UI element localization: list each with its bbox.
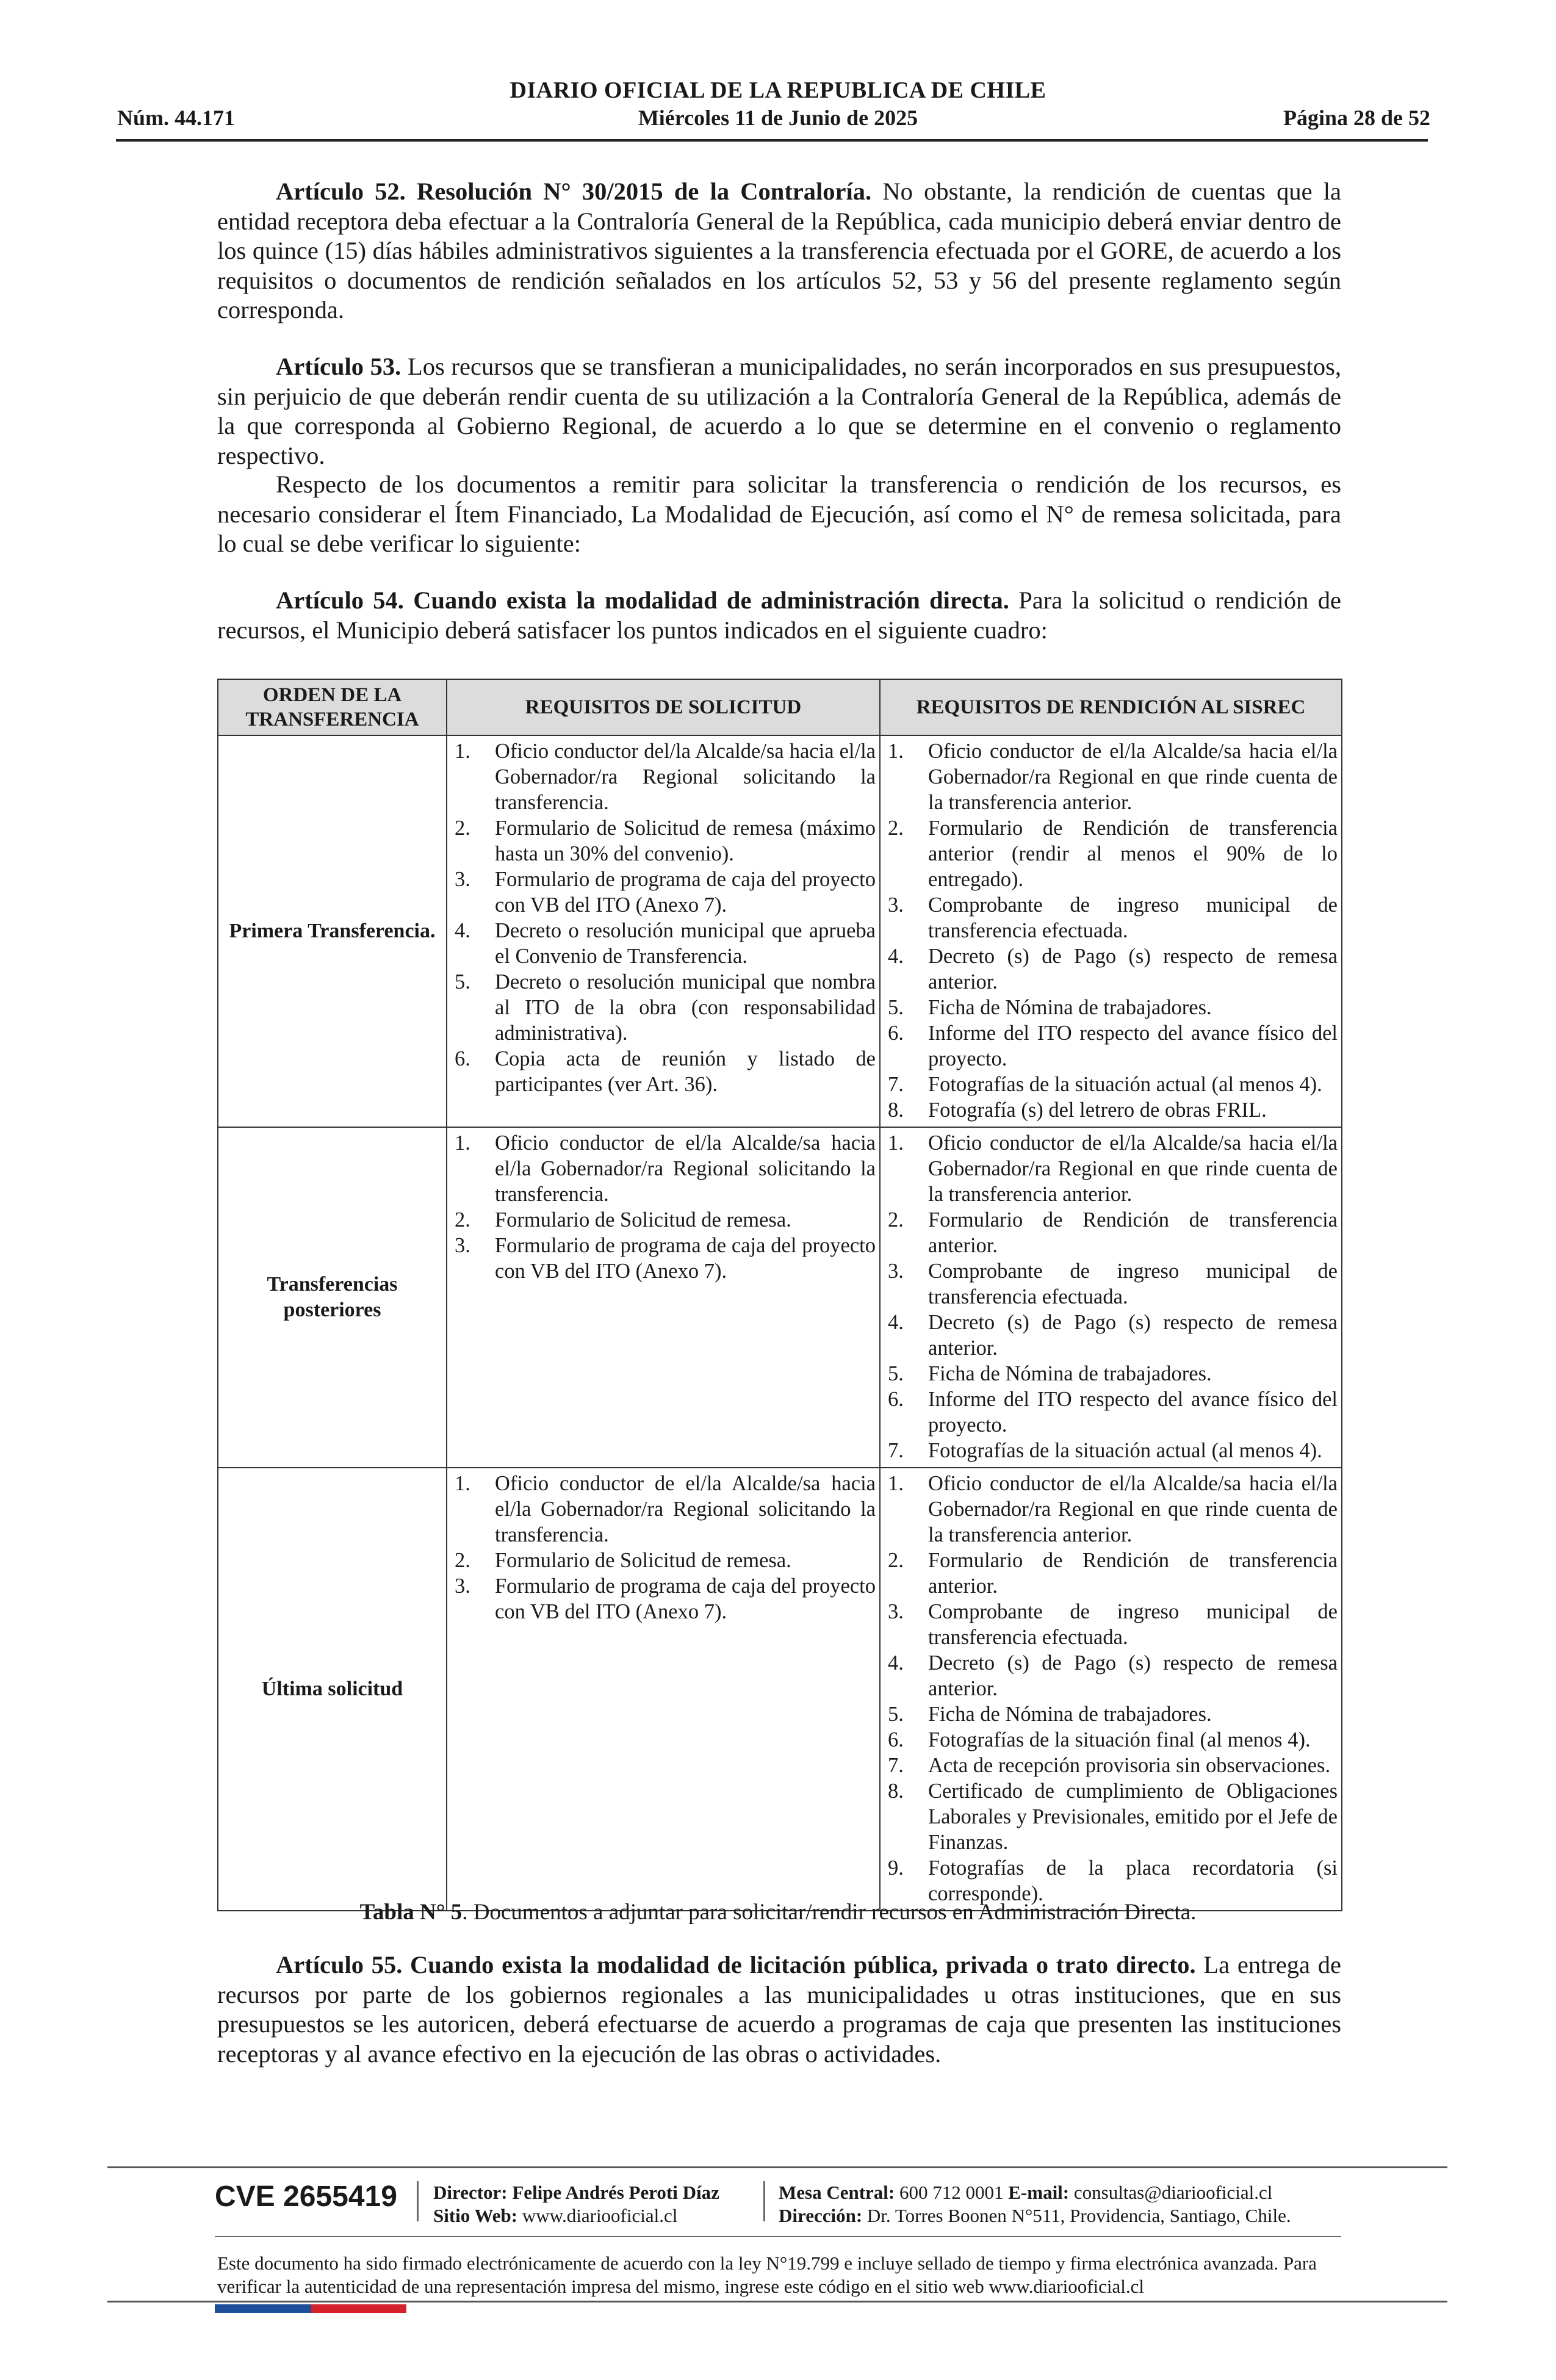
list-item [451,867,876,918]
item-text: Formulario de programa de caja del proyecto con VB del ITO (Anexo 7). [495,868,876,917]
item-text: Formulario de Solicitud de remesa (máximo hasta un 30% del convenio). [495,817,876,865]
item-text: Fotografía (s) del letrero de obras FRIL. [928,1098,1267,1122]
rendicion-list [884,738,1338,1123]
email-label: E-mail: [1008,2182,1070,2203]
table-row [218,735,1342,1127]
list-item [451,815,876,867]
address-value: Dr. Torres Boonen N°511, Providencia, Santiago, Chile. [862,2205,1291,2226]
item-text: Certificado de cumplimiento de Obligaciones Laborales y Previsionales, emitido por el Jefe de Finanzas. [928,1780,1338,1854]
footer-bottom-rule [107,2301,1447,2302]
article-55-text: La entrega de recursos por parte de los gobiernos regionales a las municipalidades u otras instituciones, que en sus presupuestos se les autoricen, deberá efectuarse de acuerdo a programas de caja que presenten las instituciones receptoras y al avance efectivo en la ejecución de las obras o actividades. [217,1951,1341,2068]
footer-director-block [433,2181,719,2227]
table-row [218,1127,1342,1468]
email-link[interactable]: consultas@diariooficial.cl [1069,2182,1273,2203]
table-header-row [218,679,1342,735]
article-54 [217,586,1341,645]
footer-contact-block [779,2181,1291,2227]
item-number: 6. [888,1388,904,1411]
table-row [218,1468,1342,1911]
solicitud-cell [447,1468,880,1911]
solicitud-cell [447,735,880,1127]
footer-separator [417,2181,419,2221]
item-number: 1. [888,1131,904,1155]
item-text: Comprobante de ingreso municipal de transferencia efectuada. [928,893,1338,942]
mesa-phone: 600 712 0001 [895,2182,1009,2203]
rendicion-list [884,1471,1338,1906]
item-number: 3. [888,893,904,917]
item-number: 2. [455,817,470,840]
item-number: 5. [888,996,904,1019]
item-text: Oficio conductor de el/la Alcalde/sa hacia el/la Gobernador/ra Regional solicitando la transferencia. [495,1131,876,1206]
table-caption-text: . Documentos a adjuntar para solicitar/rendir recursos en Administración Directa. [462,1900,1197,1925]
item-text: Fotografías de la situación actual (al menos 4). [928,1439,1322,1462]
item-text: Comprobante de ingreso municipal de transferencia efectuada. [928,1600,1338,1649]
item-text: Decreto (s) de Pago (s) respecto de remesa anterior. [928,1311,1338,1360]
item-number: 3. [455,1574,470,1598]
list-item [884,892,1338,943]
item-number: 4. [888,945,904,968]
orden-cell: Última solicitud [218,1468,447,1911]
item-number: 1. [455,1131,470,1155]
list-item [884,1701,1338,1727]
article-55 [217,1950,1341,2069]
issue-date: Miércoles 11 de Junio de 2025 [638,106,918,130]
article-53-text-2: Respecto de los documentos a remitir para solicitar la transferencia o rendición de los recursos, es necesario considerar el Ítem Financiado, La Modalidad de Ejecución, así como el N° de remesa solicitada, para lo cual se debe verificar lo siguiente: [217,471,1341,558]
list-item [884,1130,1338,1207]
article-52-heading: Artículo 52. Resolución N° 30/2015 de la Contraloría. [276,178,872,205]
cve-code: CVE 2655419 [215,2180,397,2213]
item-number: 9. [888,1856,904,1880]
solicitud-list [451,1471,876,1625]
list-item [884,1361,1338,1387]
header-divider [116,139,1428,142]
item-number: 6. [888,1728,904,1751]
rendicion-cell [880,1127,1342,1468]
item-number: 3. [888,1600,904,1623]
item-text: Fotografías de la situación actual (al menos 4). [928,1073,1322,1096]
list-item [884,1258,1338,1310]
orden-cell: Primera Transferencia. [218,735,447,1127]
mesa-label: Mesa Central: [779,2182,895,2203]
article-53-text: Los recursos que se transfieran a municipalidades, no serán incorporados en sus presupuestos, sin perjuicio de que deberán rendir cuenta de su utilización a la Contraloría General de la República, además de la que corresponda al Gobierno Regional, de acuerdo a lo que se determine en el convenio o reglamento respectivo. [217,353,1341,469]
address-label: Dirección: [779,2205,863,2226]
solicitud-list [451,1130,876,1284]
list-item [884,995,1338,1020]
item-text: Formulario de programa de caja del proyecto con VB del ITO (Anexo 7). [495,1574,876,1623]
rendicion-cell [880,1468,1342,1911]
article-52-text: No obstante, la rendición de cuentas que la entidad receptora deba efectuar a la Contraloría General de la República, cada municipio deberá enviar dentro de los quince (15) días hábiles administrativos siguientes a la transferencia efectuada por el GORE, de acuerdo a los requisitos o documentos de rendición señalados en los artículos 52, 53 y 56 del presente reglamento según corresponda. [217,178,1341,324]
item-text: Informe del ITO respecto del avance físico del proyecto. [928,1388,1338,1437]
list-item [451,1046,876,1097]
item-text: Decreto (s) de Pago (s) respecto de remesa anterior. [928,945,1338,993]
item-text: Formulario de Rendición de transferencia anterior. [928,1549,1338,1598]
table-caption-label: Tabla N° 5 [359,1900,463,1925]
newspaper-title: DIARIO OFICIAL DE LA REPUBLICA DE CHILE [510,78,1046,103]
header-orden: ORDEN DE LA TRANSFERENCIA [218,679,447,735]
list-item [451,1548,876,1573]
item-number: 1. [455,740,470,763]
page-number: Página 28 de 52 [1283,106,1430,130]
item-number: 2. [888,817,904,840]
list-item [884,1097,1338,1123]
table-caption [0,1899,1556,1925]
item-text: Decreto o resolución municipal que nombra al ITO de la obra (con responsabilidad administrativa). [495,970,876,1045]
item-text: Formulario de Rendición de transferencia anterior. [928,1208,1338,1257]
item-number: 8. [888,1780,904,1803]
item-text: Oficio conductor de el/la Alcalde/sa hacia el/la Gobernador/ra Regional en que rinde cuenta de la transferencia anterior. [928,1472,1338,1546]
article-54-heading: Artículo 54. Cuando exista la modalidad de administración directa. [276,586,1009,614]
item-number: 3. [888,1260,904,1283]
site-label: Sitio Web: [433,2205,518,2226]
list-item [884,943,1338,995]
list-item [451,969,876,1046]
list-item [451,738,876,815]
site-link[interactable]: www.diariooficial.cl [517,2205,678,2226]
list-item [884,815,1338,892]
issue-number: Núm. 44.171 [117,106,236,130]
item-text: Formulario de programa de caja del proyecto con VB del ITO (Anexo 7). [495,1234,876,1283]
article-52 [217,177,1341,325]
director-label: Director: [433,2182,508,2203]
rendicion-cell [880,735,1342,1127]
item-number: 5. [888,1703,904,1726]
item-text: Comprobante de ingreso municipal de transferencia efectuada. [928,1260,1338,1308]
item-number: 1. [888,740,904,763]
item-text: Fotografías de la situación final (al menos 4). [928,1728,1311,1751]
list-item [451,1233,876,1284]
list-item [884,738,1338,815]
item-text: Decreto (s) de Pago (s) respecto de remesa anterior. [928,1651,1338,1700]
item-text: Oficio conductor de el/la Alcalde/sa hacia el/la Gobernador/ra Regional en que rinde cuenta de la transferencia anterior. [928,1131,1338,1206]
item-number: 8. [888,1098,904,1122]
list-item [451,1471,876,1548]
requirements-table [217,679,1342,1911]
flag-stripe-blue [215,2304,311,2313]
list-item [884,1753,1338,1778]
header-rendicion: REQUISITOS DE RENDICIÓN AL SISREC [880,679,1342,735]
item-number: 6. [455,1047,470,1070]
signature-note: Este documento ha sido firmado electrónicamente de acuerdo con la ley N°19.799 e incluye sellado de tiempo y firma electrónica avanzada. Para verificar la autenticidad de una representación impresa del mismo, ingrese este código en el sitio web www.diariooficial.cl [217,2252,1317,2297]
footer-top-rule [107,2166,1447,2168]
item-number: 7. [888,1073,904,1096]
item-text: Acta de recepción provisoria sin observaciones. [928,1754,1331,1777]
item-text: Oficio conductor de el/la Alcalde/sa hacia el/la Gobernador/ra Regional en que rinde cuenta de la transferencia anterior. [928,740,1338,814]
list-item [884,1727,1338,1753]
item-number: 7. [888,1439,904,1462]
item-text: Formulario de Rendición de transferencia anterior (rendir al menos el 90% de lo entregado). [928,817,1338,891]
item-text: Informe del ITO respecto del avance físico del proyecto. [928,1022,1338,1070]
item-number: 3. [455,1234,470,1257]
article-55-heading: Artículo 55. Cuando exista la modalidad de licitación pública, privada o trato directo. [276,1951,1196,1978]
list-item [451,1207,876,1233]
list-item [451,1573,876,1625]
item-text: Fotografías de la placa recordatoria (si corresponde). [928,1856,1338,1905]
list-item [884,1548,1338,1599]
item-number: 7. [888,1754,904,1777]
item-number: 6. [888,1022,904,1045]
solicitud-cell [447,1127,880,1468]
item-number: 5. [455,970,470,993]
item-text: Formulario de Solicitud de remesa. [495,1208,791,1231]
footer-inner-rule [215,2236,1341,2237]
header-solicitud: REQUISITOS DE SOLICITUD [447,679,880,735]
item-number: 2. [455,1208,470,1231]
item-number: 2. [888,1208,904,1231]
list-item [884,1650,1338,1701]
list-item [884,1020,1338,1072]
item-number: 3. [455,868,470,891]
footer-separator [763,2181,765,2221]
list-item [884,1387,1338,1438]
item-number: 2. [888,1549,904,1572]
list-item [451,918,876,969]
item-text: Decreto o resolución municipal que aprueba el Convenio de Transferencia. [495,919,876,968]
list-item [451,1130,876,1207]
item-text: Ficha de Nómina de trabajadores. [928,996,1212,1019]
list-item [884,1310,1338,1361]
article-53-heading: Artículo 53. [276,353,402,380]
item-number: 4. [888,1651,904,1675]
item-text: Copia acta de reunión y listado de participantes (ver Art. 36). [495,1047,876,1096]
article-54-text: Para la solicitud o rendición de recursos, el Municipio deberá satisfacer los puntos indicados en el siguiente cuadro: [217,586,1341,644]
list-item [884,1207,1338,1258]
article-53 [217,352,1341,471]
rendicion-list [884,1130,1338,1463]
list-item [884,1072,1338,1097]
solicitud-list [451,738,876,1097]
item-number: 1. [888,1472,904,1495]
item-text: Oficio conductor de el/la Alcalde/sa hacia el/la Gobernador/ra Regional solicitando la transferencia. [495,1472,876,1546]
item-number: 1. [455,1472,470,1495]
item-text: Ficha de Nómina de trabajadores. [928,1362,1212,1385]
list-item [884,1471,1338,1548]
item-text: Formulario de Solicitud de remesa. [495,1549,791,1572]
list-item [884,1438,1338,1463]
item-text: Oficio conductor del/la Alcalde/sa hacia el/la Gobernador/ra Regional solicitando la transferencia. [495,740,876,814]
item-number: 5. [888,1362,904,1385]
item-number: 4. [455,919,470,942]
article-53-paragraph-2 [217,470,1341,559]
item-number: 2. [455,1549,470,1572]
director-name: Felipe Andrés Peroti Díaz [507,2182,719,2203]
list-item [884,1778,1338,1855]
list-item [884,1599,1338,1650]
item-number: 4. [888,1311,904,1334]
item-text: Ficha de Nómina de trabajadores. [928,1703,1212,1726]
flag-stripe-red [311,2304,406,2313]
orden-cell: Transferencias posteriores [218,1127,447,1468]
